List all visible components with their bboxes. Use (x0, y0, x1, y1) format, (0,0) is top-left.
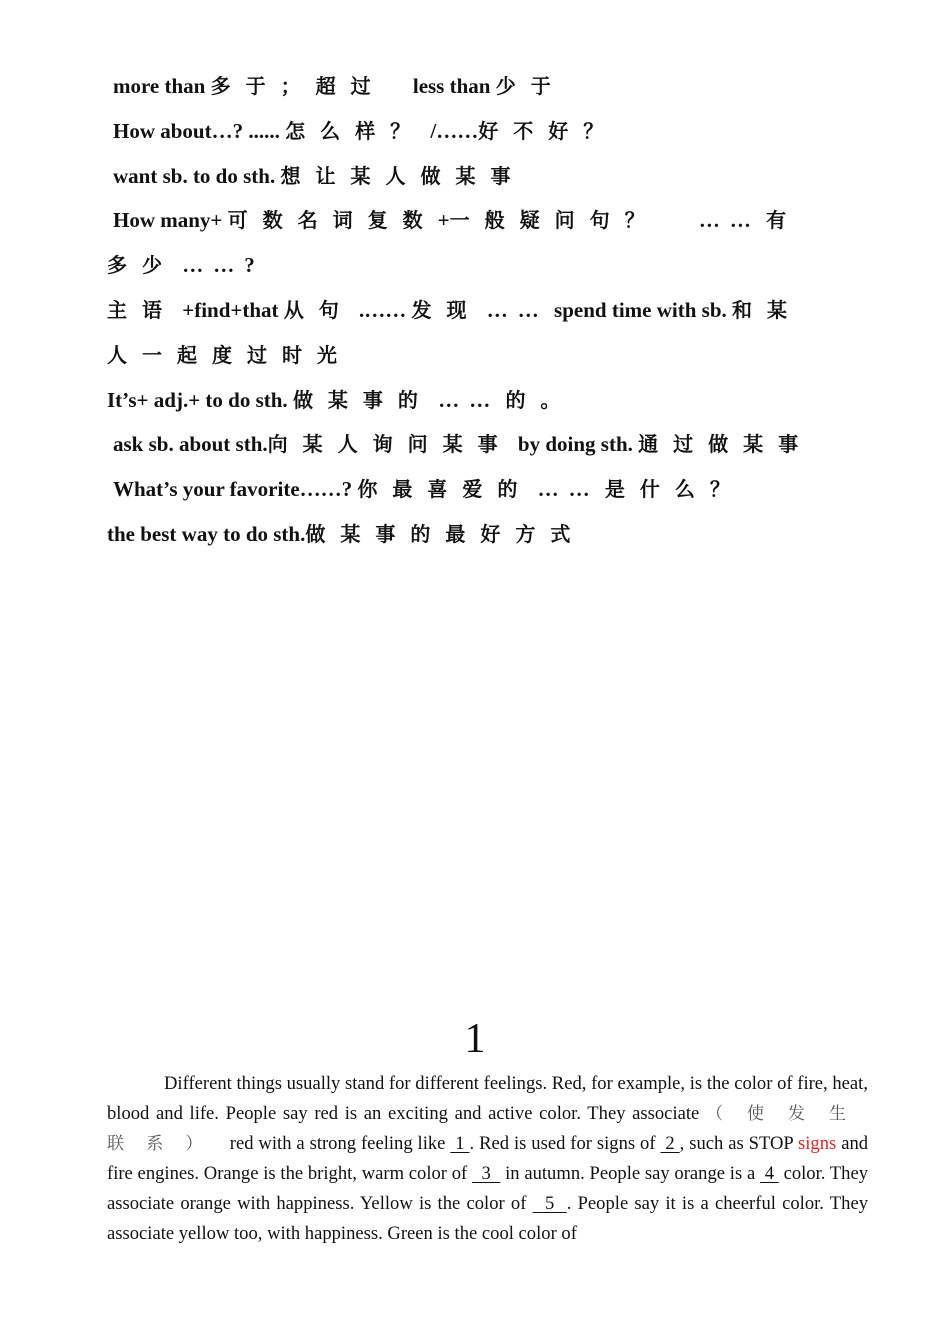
passage-text: red with a strong feeling like (229, 1133, 446, 1154)
passage-text: in autumn. People say orange is a (505, 1163, 756, 1184)
phrase-en: the best way to do sth. (107, 521, 306, 546)
passage-text: Different things usually stand for different feelings. Red, for example, is the color of fire, heat, blood and life. People say red is an exciting and active color. They associate (107, 1073, 868, 1124)
phrase-cn: 主语 (107, 297, 177, 322)
phrase-cn: 通过做某事 (638, 432, 814, 457)
phrase-line (107, 512, 867, 557)
phrase-en: ……? (182, 253, 265, 278)
phrase-en: +find+that (182, 297, 279, 322)
phrase-cn: 可数名词复数 (227, 208, 438, 233)
phrase-en: How about…? ...... (113, 118, 280, 143)
phrase-cn: 怎么样？ (285, 118, 426, 143)
phrase-line (107, 198, 867, 243)
phrase-en: want sb. to do sth. (113, 163, 276, 188)
blank-2: 2 (660, 1133, 680, 1154)
phrase-line (107, 243, 867, 288)
phrase-cn: 多于；超过 (210, 74, 386, 98)
phrase-en: .…… (359, 297, 407, 322)
reading-passage (107, 1069, 868, 1249)
phrase-cn: 做某事的 (292, 387, 433, 412)
blank-5: 5 (532, 1193, 567, 1214)
phrase-en: by doing sth. (517, 432, 633, 457)
phrase-line (107, 333, 867, 378)
phrase-cn: 人一起度过时光 (107, 342, 352, 367)
phrase-en: …… (486, 297, 549, 322)
phrase-cn: 向某人询问某事 (267, 432, 513, 457)
passage-text: , such as STOP (679, 1133, 794, 1154)
passage-text: color. They associate orange with happiness. Yellow is the color of (107, 1163, 869, 1214)
blank-4: 4 (759, 1163, 779, 1184)
phrase-line (107, 288, 867, 333)
passage-text: . Red is used for signs of (469, 1133, 656, 1154)
section-number: 1 (464, 1016, 486, 1062)
phrase-en: …… (537, 477, 600, 502)
phrase-cn: 和某 (732, 297, 802, 322)
phrase-line (107, 467, 867, 512)
phrase-cn: 从句 (283, 297, 354, 322)
chinese-gloss: （使发生联系） (107, 1104, 868, 1154)
phrase-en: …… (698, 208, 761, 233)
phrase-cn: 你最喜爱的 (357, 477, 533, 502)
phrase-cn: 做某事的最好方式 (305, 521, 586, 546)
blank-1: 1 (450, 1133, 470, 1154)
highlighted-word: signs (798, 1133, 837, 1154)
blank-3: 3 (472, 1163, 501, 1184)
phrase-en: more than (113, 74, 206, 98)
phrase-cn: 发现 (411, 297, 482, 322)
passage-text: and fire engines. Orange is the bright, warm color of (107, 1133, 869, 1184)
phrase-cn: 一般疑问句？ (449, 208, 660, 233)
phrase-line (107, 378, 867, 423)
phrase-en: It’s+ adj.+ to do sth. (107, 387, 288, 412)
phrase-line (107, 109, 867, 154)
phrase-cn: 好不好？ (478, 118, 619, 143)
phrase-cn: 少于 (495, 74, 566, 98)
phrase-en: spend time with sb. (554, 297, 727, 322)
phrase-en: …… (438, 387, 501, 412)
phrase-en: How many+ (113, 208, 223, 233)
phrase-cn: 的。 (505, 387, 576, 412)
phrase-en: What’s your favorite……? (113, 477, 353, 502)
phrase-line (107, 422, 867, 467)
phrase-line (107, 64, 867, 109)
phrase-en: + (437, 208, 450, 233)
phrase-en: less than (412, 74, 491, 98)
phrase-cn: 有 (766, 208, 802, 233)
phrase-list (107, 64, 867, 557)
phrase-en: ask sb. about sth. (113, 432, 268, 457)
phrase-cn: 多少 (107, 253, 177, 278)
phrase-en: /…… (430, 118, 479, 143)
phrase-cn: 是什么？ (604, 477, 745, 502)
phrase-cn: 想让某人做某事 (280, 163, 526, 188)
phrase-line (107, 154, 867, 199)
passage-text: . People say it is a cheerful color. They associate yellow too, with happiness. Green is the cool color of (107, 1193, 869, 1244)
